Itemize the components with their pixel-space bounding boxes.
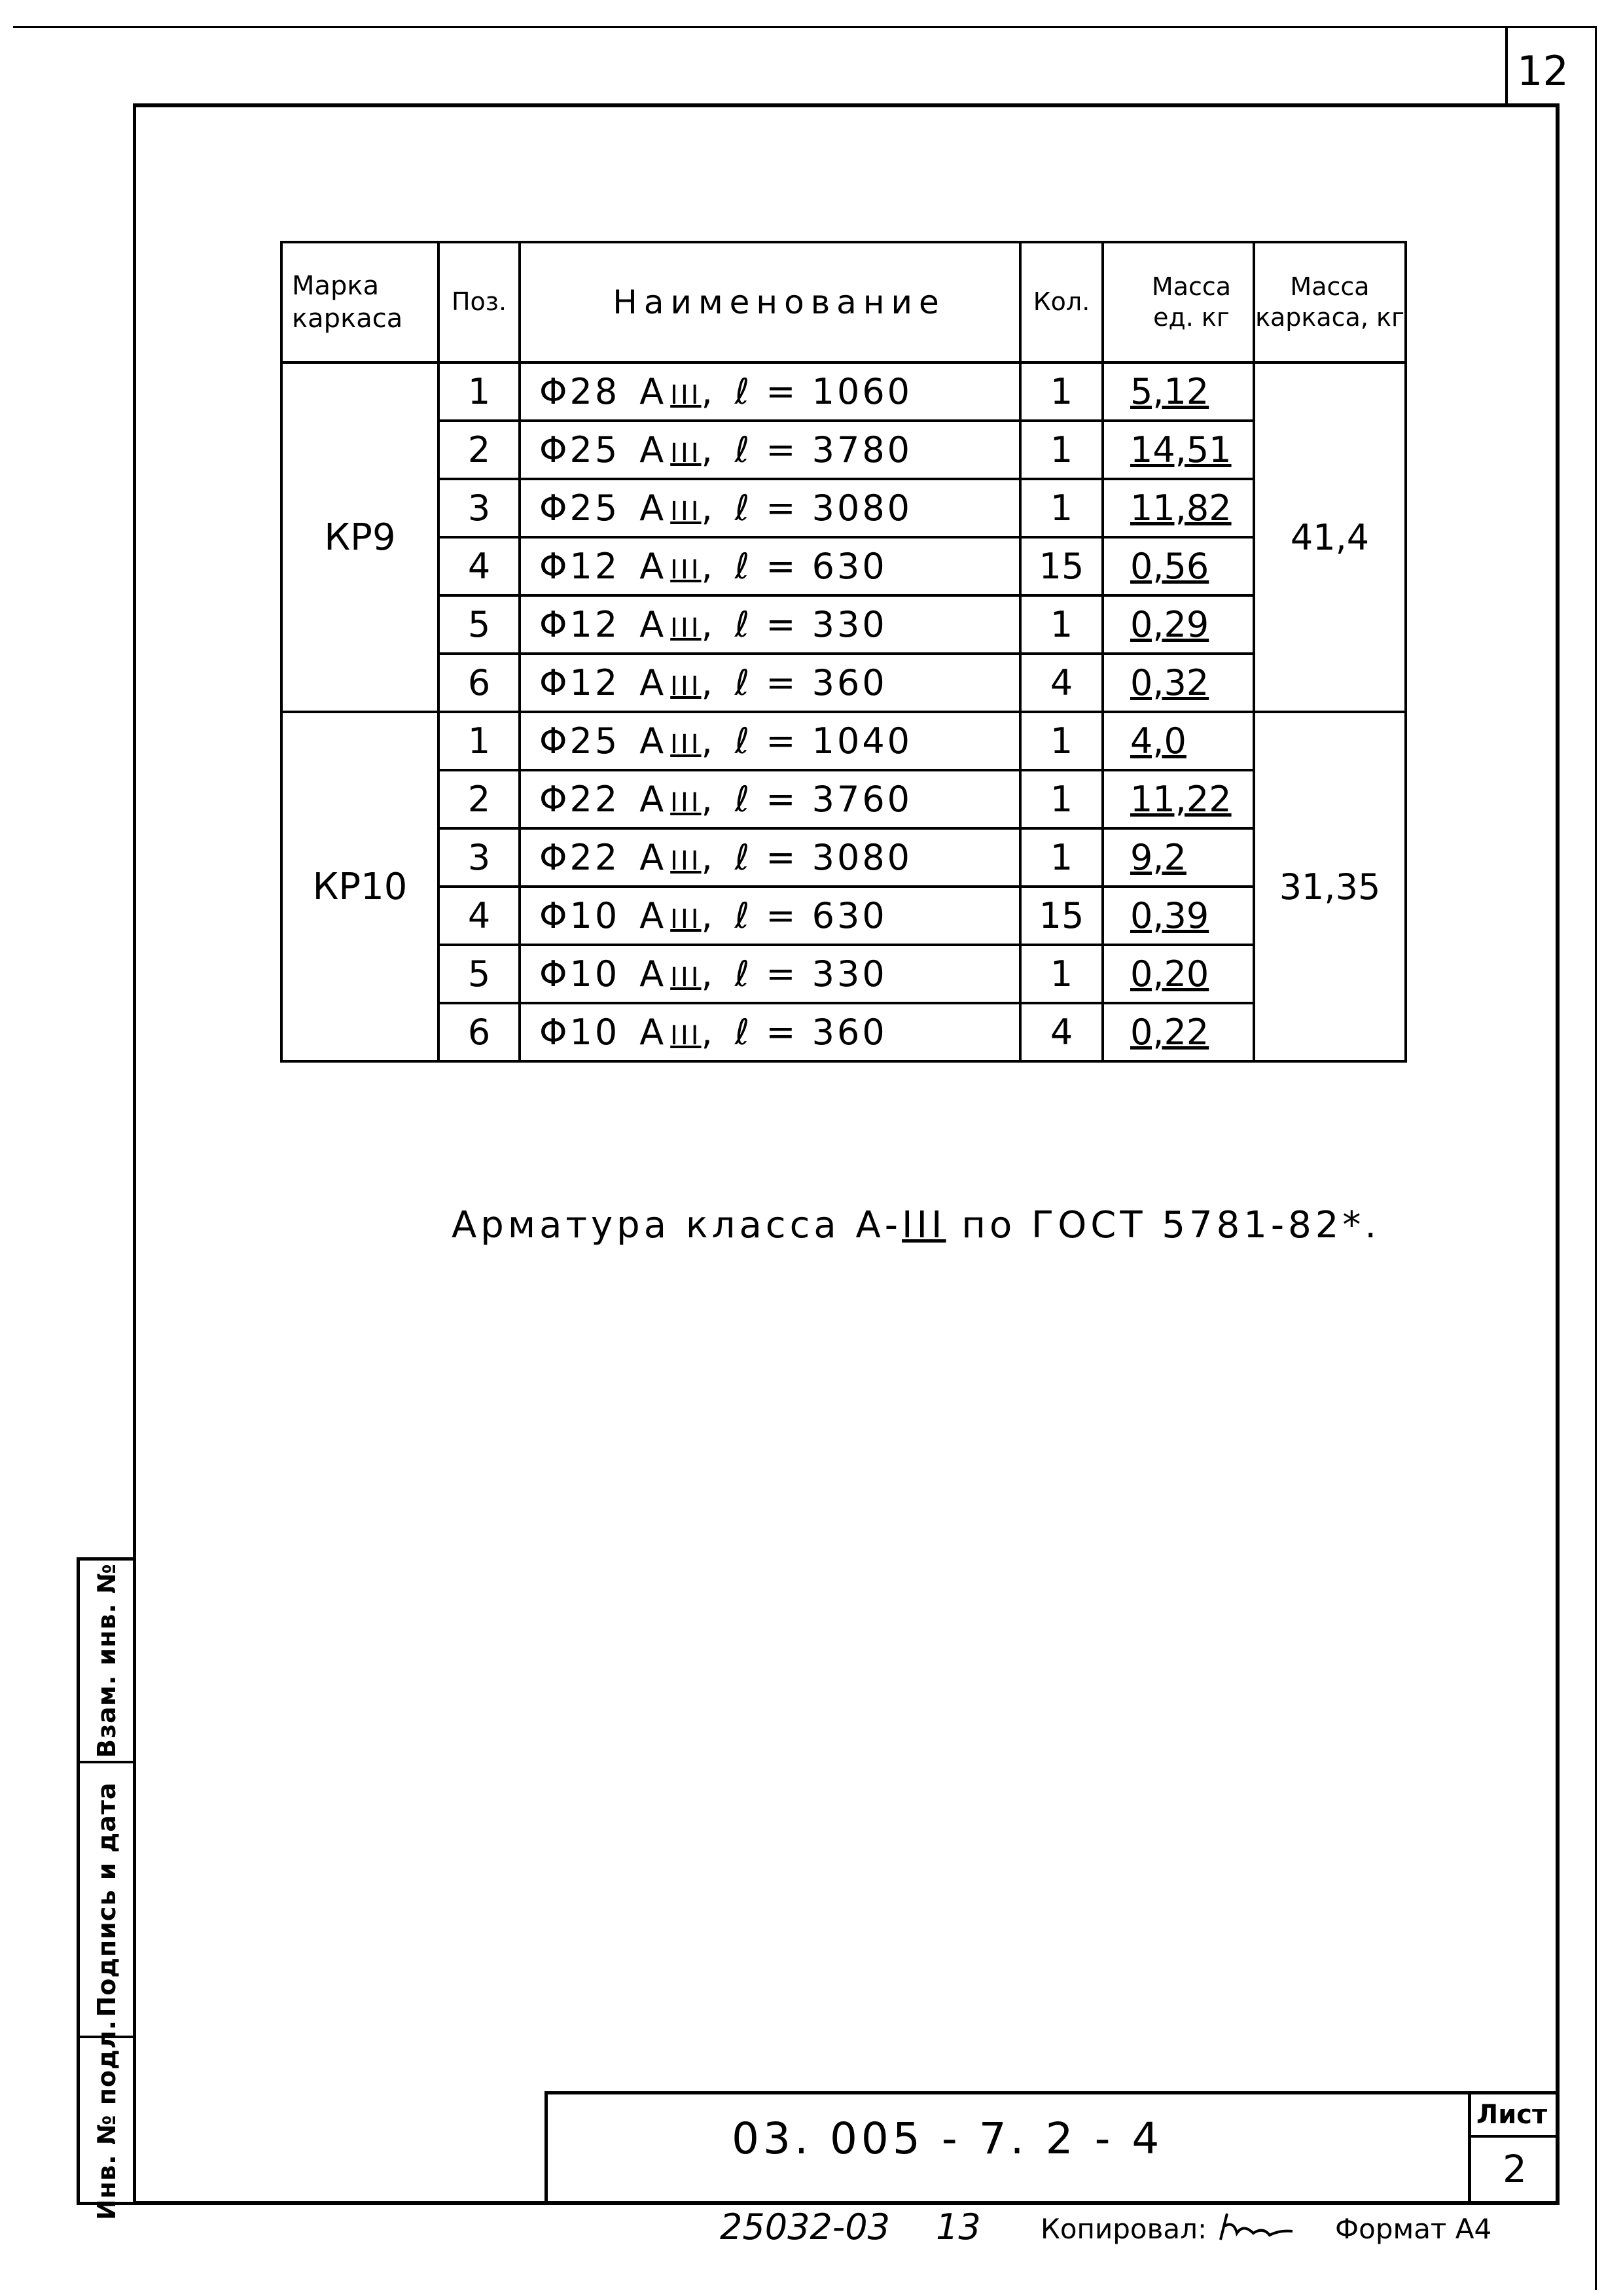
bar-length: ℓ = 330 <box>734 604 887 645</box>
bar-diameter: Φ25 <box>539 487 620 529</box>
cell-poz: 5 <box>438 595 520 654</box>
cell-marka: КР9 <box>281 362 438 712</box>
separator: , <box>701 720 715 762</box>
mass-unit-value: 5,12 <box>1130 371 1209 412</box>
cell-mass-unit <box>1103 654 1254 712</box>
cell-mass-unit <box>1103 595 1254 654</box>
page-number: 12 <box>1517 47 1569 95</box>
bar-length: ℓ = 1040 <box>734 720 913 762</box>
cell-mass-unit <box>1103 362 1254 421</box>
separator: , <box>701 895 715 936</box>
bar-diameter: Φ22 <box>539 779 620 820</box>
table-row <box>281 537 1406 595</box>
cell-name <box>520 537 1020 595</box>
cell-kol: 1 <box>1020 828 1103 887</box>
table-row <box>281 712 1406 770</box>
cell-kol: 1 <box>1020 421 1103 479</box>
cell-mass-frame: 31,35 <box>1254 712 1406 1061</box>
bar-class-roman: III <box>670 788 702 818</box>
separator: , <box>701 371 715 412</box>
cell-mass-unit <box>1103 887 1254 945</box>
mass-unit-value: 0,56 <box>1130 546 1209 587</box>
cell-kol: 1 <box>1020 595 1103 654</box>
separator: , <box>701 779 715 820</box>
sheet-number: 2 <box>1503 2147 1527 2191</box>
bar-class: А <box>639 604 667 645</box>
header-mass-unit: Масса ед. кг <box>1103 242 1254 362</box>
cell-poz: 2 <box>438 770 520 828</box>
mass-unit-value: 0,39 <box>1130 895 1209 936</box>
table-row <box>281 887 1406 945</box>
cell-kol: 15 <box>1020 887 1103 945</box>
bar-class: А <box>639 779 667 820</box>
sheet-label: Лист <box>1476 2100 1548 2130</box>
stamp-cell-inv <box>80 2019 133 2221</box>
cell-mass-frame: 41,4 <box>1254 362 1406 712</box>
bar-diameter: Φ25 <box>539 429 620 470</box>
mass-unit-value: 0,20 <box>1130 953 1209 995</box>
separator: , <box>701 1012 715 1053</box>
header-mass-frame: Масса каркаса, кг <box>1254 242 1406 362</box>
bar-length: ℓ = 360 <box>734 662 887 703</box>
bar-class: А <box>639 487 667 529</box>
table-row <box>281 362 1406 421</box>
bar-diameter: Φ10 <box>539 953 620 995</box>
bar-length: ℓ = 330 <box>734 953 887 995</box>
bar-class-roman: III <box>670 963 702 993</box>
right-edge-line <box>1595 26 1597 2290</box>
cell-name <box>520 887 1020 945</box>
stamp-podpis-label: Подпись и дата <box>92 1782 121 2017</box>
note-roman: III <box>902 1204 946 1246</box>
footer-copied-label: Копировал: <box>1041 2213 1207 2245</box>
bar-diameter: Φ12 <box>539 604 620 645</box>
bar-class-roman: III <box>670 1021 702 1051</box>
table-row <box>281 770 1406 828</box>
bar-class-roman: III <box>670 497 702 527</box>
cell-poz: 4 <box>438 537 520 595</box>
table-row <box>281 595 1406 654</box>
cell-poz: 1 <box>438 712 520 770</box>
cell-kol: 1 <box>1020 770 1103 828</box>
separator: , <box>701 546 715 587</box>
pagenum-divider <box>1505 26 1508 105</box>
bar-diameter: Φ12 <box>539 662 620 703</box>
table-row <box>281 945 1406 1003</box>
footer-copy-number: 13 <box>936 2206 981 2248</box>
cell-kol: 1 <box>1020 712 1103 770</box>
header-name: Наименование <box>520 242 1020 362</box>
stamp-cell-vzam <box>80 1561 133 1763</box>
table-row <box>281 1003 1406 1061</box>
table-row <box>281 654 1406 712</box>
separator: , <box>701 662 715 703</box>
cell-name <box>520 421 1020 479</box>
separator: , <box>701 604 715 645</box>
cell-mass-unit <box>1103 479 1254 537</box>
mass-unit-value: 4,0 <box>1130 720 1186 762</box>
bar-length: ℓ = 630 <box>734 895 887 936</box>
bar-length: ℓ = 360 <box>734 1012 887 1053</box>
bar-class-roman: III <box>670 438 702 468</box>
bar-length: ℓ = 3080 <box>734 837 913 878</box>
bar-diameter: Φ10 <box>539 895 620 936</box>
cell-kol: 4 <box>1020 654 1103 712</box>
bar-length: ℓ = 3760 <box>734 779 913 820</box>
bar-diameter: Φ22 <box>539 837 620 878</box>
mass-unit-value: 11,22 <box>1130 779 1232 820</box>
separator: , <box>701 429 715 470</box>
cell-poz: 1 <box>438 362 520 421</box>
cell-kol: 4 <box>1020 1003 1103 1061</box>
cell-kol: 1 <box>1020 362 1103 421</box>
bar-class: А <box>639 662 667 703</box>
mass-unit-value: 0,22 <box>1130 1012 1209 1053</box>
stamp-cell-podpis <box>80 1763 133 2038</box>
cell-poz: 2 <box>438 421 520 479</box>
sheet-divider <box>1471 2135 1560 2138</box>
table-row <box>281 479 1406 537</box>
cell-poz: 6 <box>438 654 520 712</box>
bar-class: А <box>639 895 667 936</box>
cell-mass-unit <box>1103 945 1254 1003</box>
bar-class: А <box>639 1012 667 1053</box>
bar-class-roman: III <box>670 380 702 410</box>
note-suffix: по ГОСТ 5781-82*. <box>961 1204 1381 1246</box>
cell-mass-unit <box>1103 828 1254 887</box>
bar-diameter: Φ25 <box>539 720 620 762</box>
cell-name <box>520 770 1020 828</box>
bar-class-roman: III <box>670 613 702 643</box>
separator: , <box>701 837 715 878</box>
cell-poz: 3 <box>438 828 520 887</box>
table-body <box>281 362 1406 1061</box>
cell-name <box>520 828 1020 887</box>
mass-unit-value: 0,32 <box>1130 662 1209 703</box>
drawing-code: 03. 005 - 7. 2 - 4 <box>732 2113 1164 2164</box>
bar-class-roman: III <box>670 846 702 876</box>
bar-class-roman: III <box>670 671 702 701</box>
header-marka: Марка каркаса <box>281 242 438 362</box>
bar-class: А <box>639 371 667 412</box>
footer-doc-number: 25032-03 <box>720 2206 890 2248</box>
cell-poz: 3 <box>438 479 520 537</box>
cell-kol: 15 <box>1020 537 1103 595</box>
copied-signature <box>1217 2210 1296 2246</box>
separator: , <box>701 953 715 995</box>
bar-diameter: Φ10 <box>539 1012 620 1053</box>
bar-class: А <box>639 953 667 995</box>
cell-poz: 6 <box>438 1003 520 1061</box>
cell-name <box>520 654 1020 712</box>
cell-name <box>520 479 1020 537</box>
bar-diameter: Φ28 <box>539 371 620 412</box>
cell-mass-unit <box>1103 712 1254 770</box>
cell-name <box>520 362 1020 421</box>
separator: , <box>701 487 715 529</box>
bar-diameter: Φ12 <box>539 546 620 587</box>
top-border-line <box>13 26 1597 28</box>
reinforcement-note <box>452 1204 1380 1246</box>
header-kol: Кол. <box>1020 242 1103 362</box>
table-row <box>281 828 1406 887</box>
cell-mass-unit <box>1103 1003 1254 1061</box>
bar-class: А <box>639 546 667 587</box>
cell-name <box>520 945 1020 1003</box>
cell-name <box>520 595 1020 654</box>
sheet-box <box>1468 2091 1560 2205</box>
cell-poz: 5 <box>438 945 520 1003</box>
table-header-row <box>281 242 1406 362</box>
bar-class: А <box>639 837 667 878</box>
spec-table <box>280 241 1407 1063</box>
mass-unit-value: 9,2 <box>1130 837 1186 878</box>
table-row <box>281 421 1406 479</box>
stamp-vzam-label: Взам. инв. № <box>92 1563 121 1758</box>
mass-unit-value: 14,51 <box>1130 429 1232 470</box>
bar-length: ℓ = 630 <box>734 546 887 587</box>
cell-mass-unit <box>1103 537 1254 595</box>
cell-mass-unit <box>1103 421 1254 479</box>
cell-kol: 1 <box>1020 479 1103 537</box>
bar-class-roman: III <box>670 555 702 585</box>
mass-unit-value: 0,29 <box>1130 604 1209 645</box>
cell-marka: КР10 <box>281 712 438 1061</box>
cell-name <box>520 1003 1020 1061</box>
stamp-inv-label: Инв. № подл. <box>92 2019 121 2221</box>
header-poz: Поз. <box>438 242 520 362</box>
mass-unit-value: 11,82 <box>1130 487 1232 529</box>
bar-length: ℓ = 3780 <box>734 429 913 470</box>
cell-kol: 1 <box>1020 945 1103 1003</box>
cell-mass-unit <box>1103 770 1254 828</box>
side-stamp <box>77 1557 133 2221</box>
cell-poz: 4 <box>438 887 520 945</box>
footer-format-label: Формат А4 <box>1335 2213 1492 2245</box>
bar-length: ℓ = 1060 <box>734 371 913 412</box>
bar-length: ℓ = 3080 <box>734 487 913 529</box>
bar-class-roman: III <box>670 904 702 934</box>
bar-class: А <box>639 720 667 762</box>
cell-name <box>520 712 1020 770</box>
note-prefix: Арматура класса А- <box>452 1204 902 1246</box>
bar-class-roman: III <box>670 730 702 760</box>
bar-class: А <box>639 429 667 470</box>
